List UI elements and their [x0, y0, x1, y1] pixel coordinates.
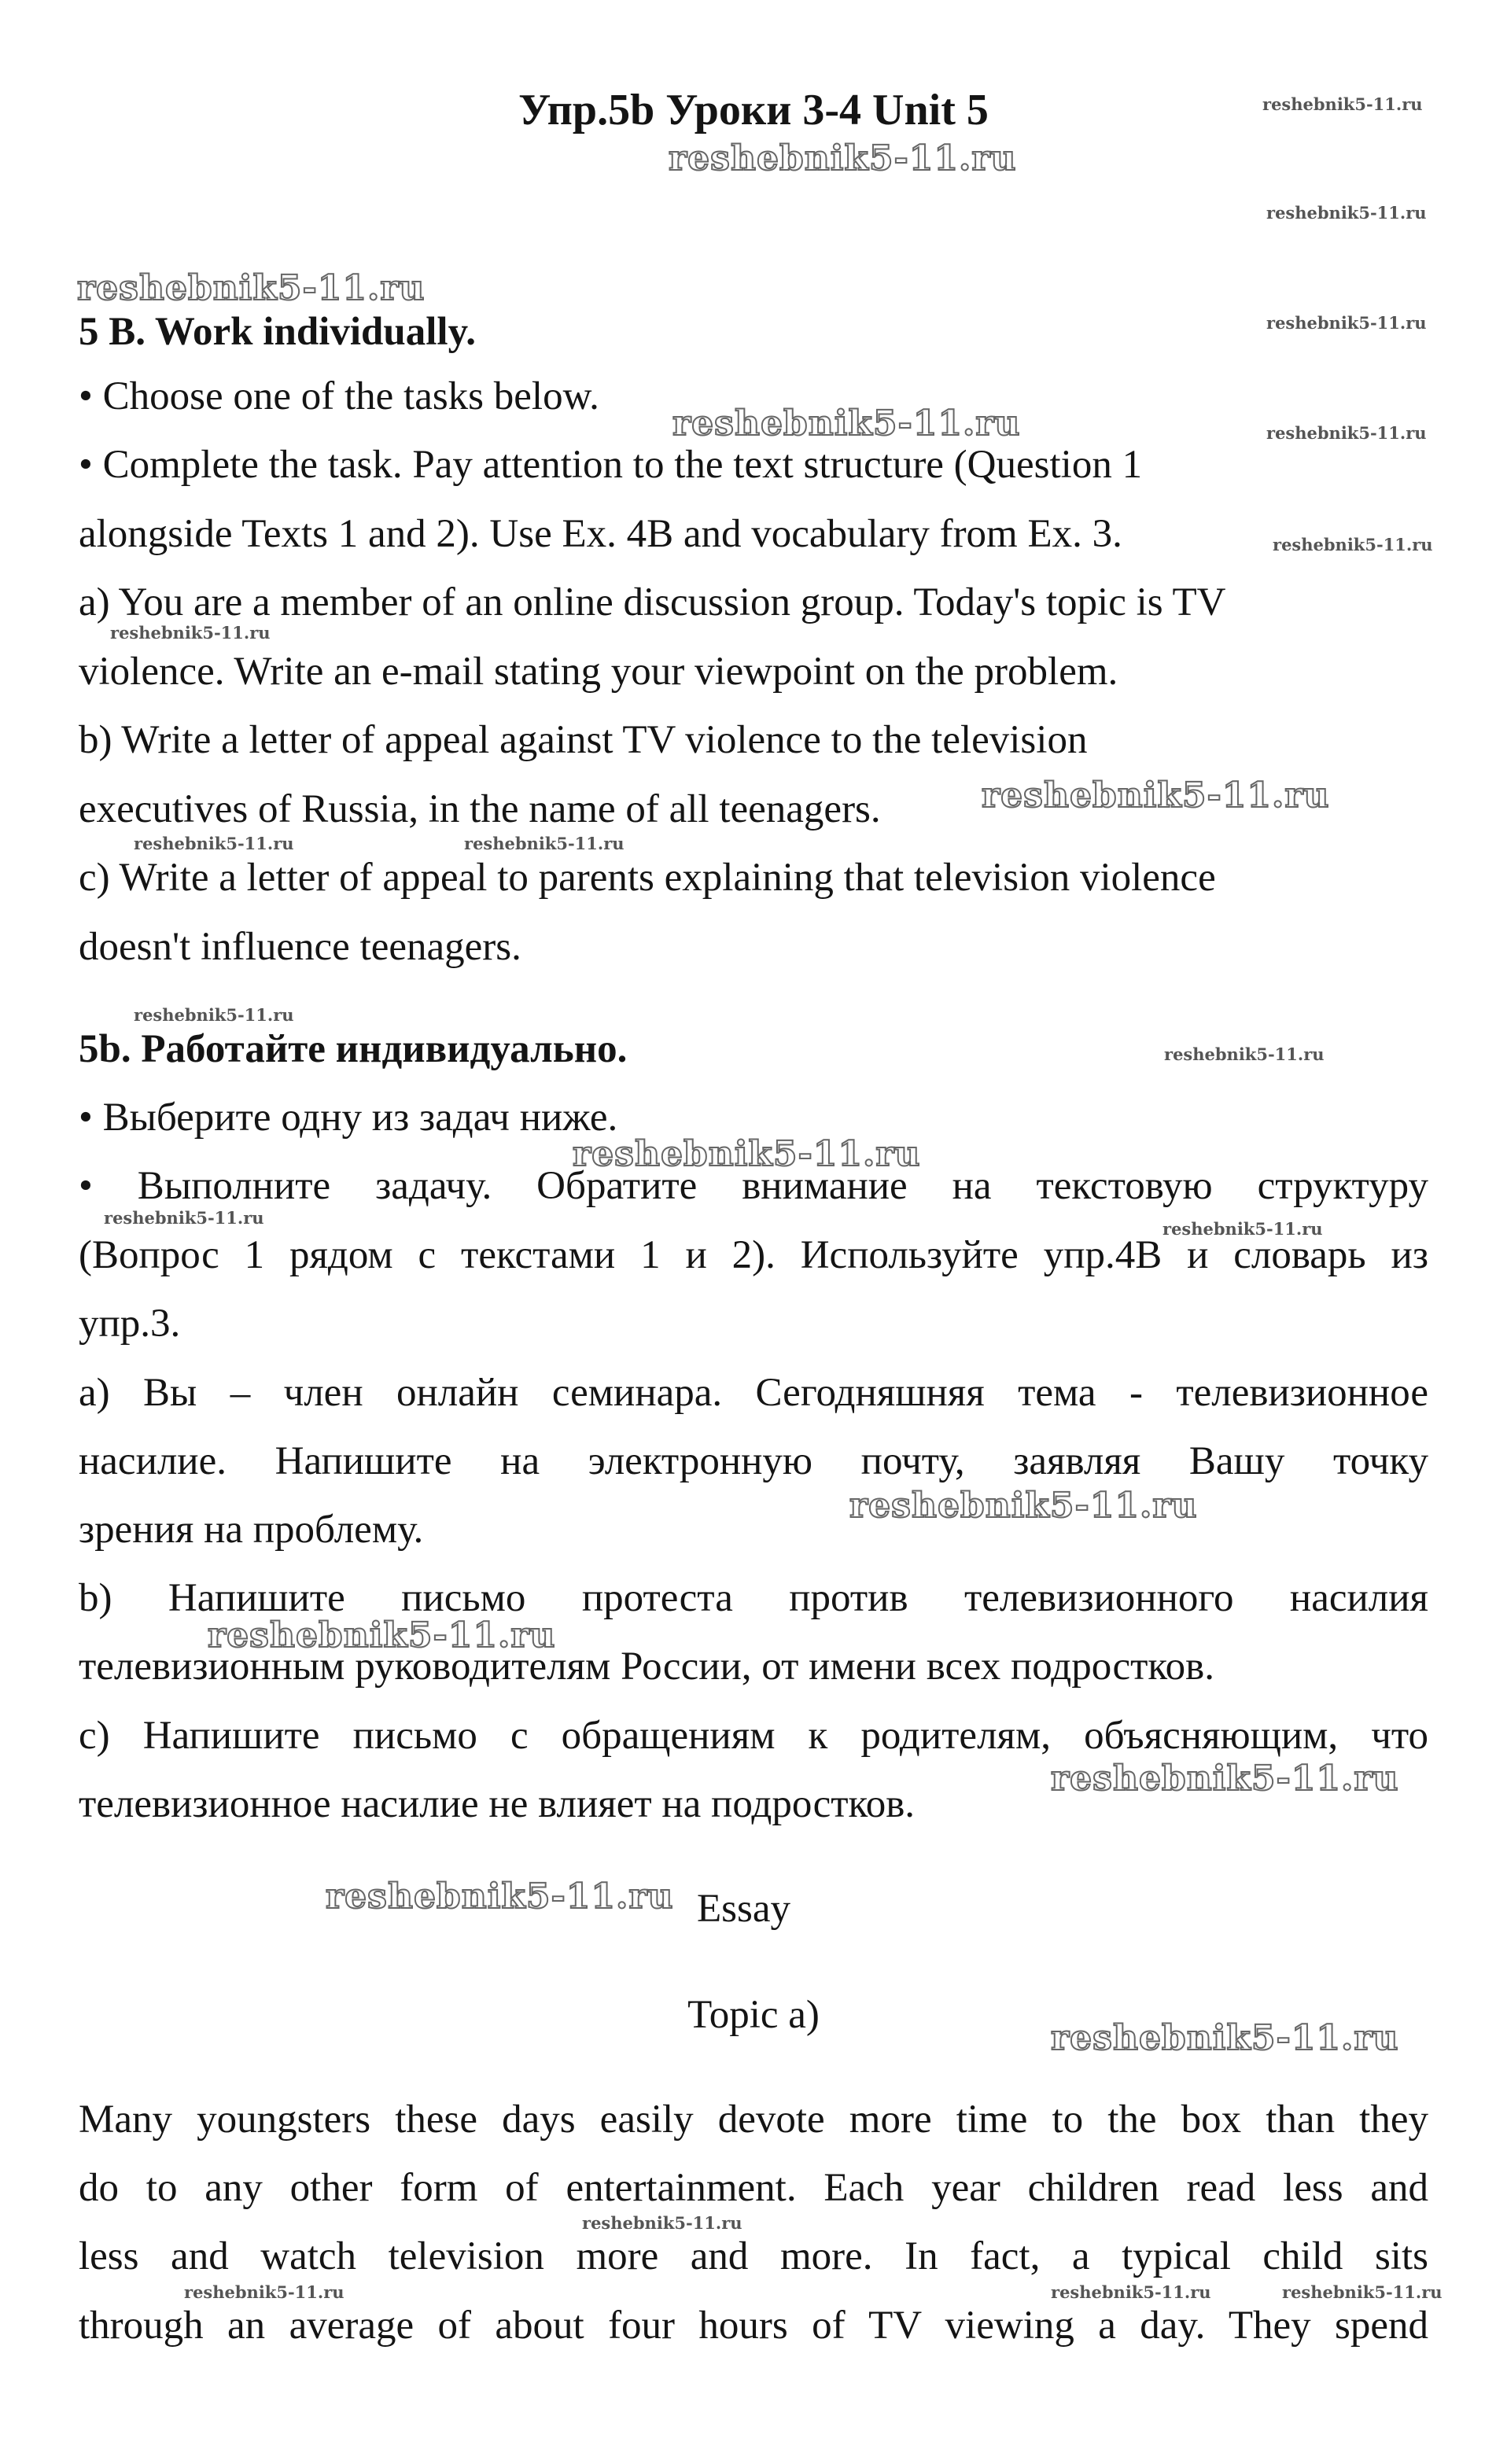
- watermark: reshebnik5-11.ru: [134, 834, 294, 853]
- watermark: reshebnik5-11.ru: [208, 1615, 556, 1656]
- russian-line: • Выберите одну из задач ниже.: [79, 1096, 618, 1140]
- watermark: reshebnik5-11.ru: [672, 403, 1021, 444]
- watermark: reshebnik5-11.ru: [104, 1208, 264, 1228]
- essay-line: Many youngsters these days easily devote more time to the box than they: [79, 2098, 1428, 2142]
- english-line: b) Write a letter of appeal against TV violence to the television: [79, 718, 1088, 762]
- watermark: reshebnik5-11.ru: [326, 1877, 674, 1917]
- watermark: reshebnik5-11.ru: [1266, 313, 1427, 333]
- watermark: reshebnik5-11.ru: [1162, 1219, 1323, 1239]
- russian-line: насилие. Напишите на электронную почту, заявляя Вашу точку: [79, 1439, 1428, 1483]
- english-line: • Complete the task. Pay attention to the text structure (Question 1: [79, 443, 1143, 487]
- essay-line: do to any other form of entertainment. Each year children read less and: [79, 2166, 1428, 2210]
- english-line: c) Write a letter of appeal to parents explaining that television violence: [79, 856, 1216, 900]
- watermark: reshebnik5-11.ru: [669, 138, 1017, 179]
- russian-line: зрения на проблему.: [79, 1508, 424, 1552]
- watermark: reshebnik5-11.ru: [573, 1134, 921, 1174]
- russian-line: • Выполните задачу. Обратите внимание на текстовую структуру: [79, 1164, 1428, 1208]
- watermark: reshebnik5-11.ru: [1266, 423, 1427, 443]
- watermark: reshebnik5-11.ru: [1273, 535, 1433, 554]
- watermark: reshebnik5-11.ru: [982, 775, 1330, 816]
- page-title: Упр.5b Уроки 3-4 Unit 5: [518, 86, 989, 134]
- english-line: alongside Texts 1 and 2). Use Ex. 4B and vocabulary from Ex. 3.: [79, 512, 1122, 556]
- watermark: reshebnik5-11.ru: [184, 2282, 345, 2302]
- watermark: reshebnik5-11.ru: [1051, 2282, 1211, 2302]
- russian-line: телевизионное насилие не влияет на подростков.: [79, 1782, 916, 1826]
- watermark: reshebnik5-11.ru: [134, 1005, 294, 1025]
- essay-line: through an average of about four hours of TV viewing a day. They spend: [79, 2304, 1428, 2348]
- watermark: reshebnik5-11.ru: [582, 2213, 742, 2233]
- english-heading: 5 B. Work individually.: [79, 310, 477, 354]
- russian-line: c) Напишите письмо с обращениям к родителям, объясняющим, что: [79, 1714, 1428, 1758]
- english-line: violence. Write an e-mail stating your viewpoint on the problem.: [79, 650, 1118, 694]
- watermark: reshebnik5-11.ru: [849, 1486, 1198, 1526]
- watermark: reshebnik5-11.ru: [1266, 203, 1427, 223]
- russian-line: (Вопрос 1 рядом с текстами 1 и 2). Используйте упр.4В и словарь из: [79, 1233, 1428, 1277]
- essay-topic: Topic a): [687, 1993, 820, 2037]
- essay-line: less and watch television more and more. In fact, a typical child sits: [79, 2234, 1428, 2278]
- watermark: reshebnik5-11.ru: [1262, 94, 1423, 114]
- watermark: reshebnik5-11.ru: [1051, 1759, 1399, 1799]
- russian-heading: 5b. Работайте индивидуально.: [79, 1027, 628, 1071]
- english-line: executives of Russia, in the name of all teenagers.: [79, 787, 881, 831]
- watermark: reshebnik5-11.ru: [464, 834, 625, 853]
- watermark: reshebnik5-11.ru: [1282, 2282, 1443, 2302]
- english-line: • Choose one of the tasks below.: [79, 374, 599, 418]
- watermark: reshebnik5-11.ru: [1164, 1044, 1325, 1064]
- russian-line: телевизионным руководителям России, от имени всех подростков.: [79, 1645, 1214, 1689]
- watermark: reshebnik5-11.ru: [77, 268, 426, 308]
- english-line: a) You are a member of an online discussion group. Today's topic is TV: [79, 580, 1226, 624]
- russian-line: упр.3.: [79, 1302, 181, 1346]
- english-line: doesn't influence teenagers.: [79, 925, 521, 969]
- russian-line: a) Вы – член онлайн семинара. Сегодняшняя тема - телевизионное: [79, 1371, 1428, 1415]
- watermark: reshebnik5-11.ru: [1051, 2018, 1399, 2058]
- watermark: reshebnik5-11.ru: [110, 623, 271, 643]
- russian-line: b) Напишите письмо протеста против телевизионного насилия: [79, 1576, 1428, 1620]
- essay-label: Essay: [697, 1887, 790, 1931]
